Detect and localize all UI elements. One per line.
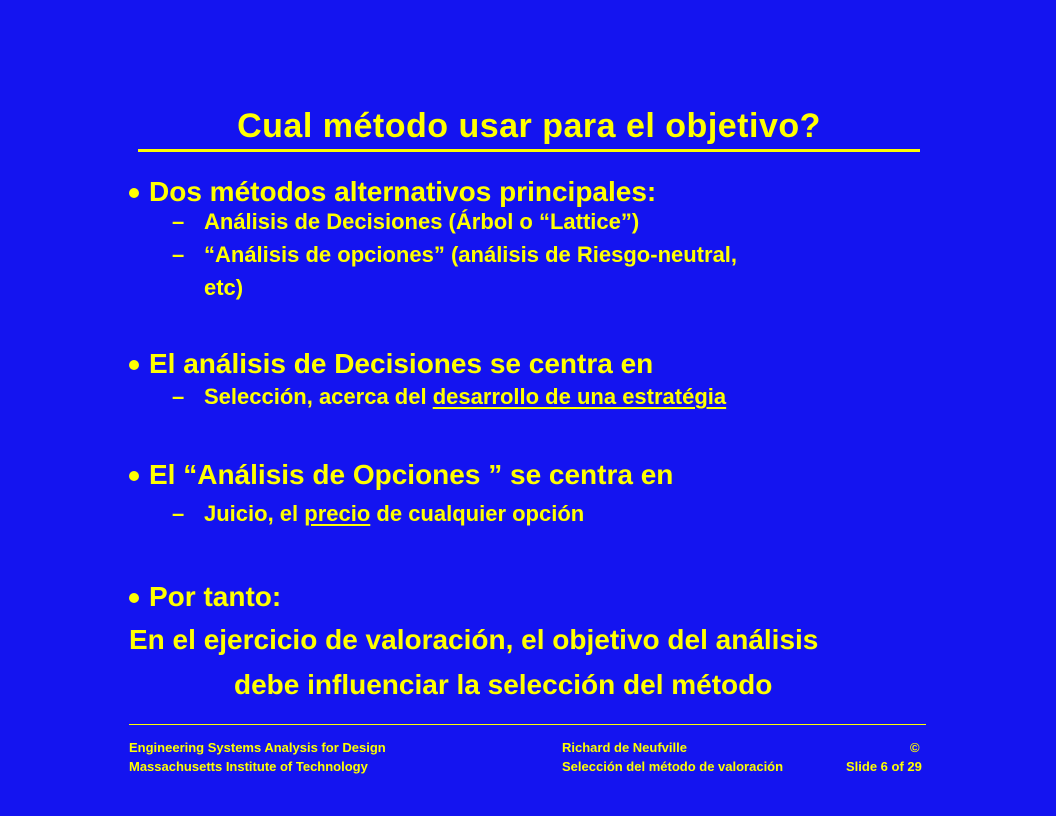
dash-icon: – xyxy=(172,209,185,234)
sub-text-suffix: de cualquier opción xyxy=(370,501,585,526)
footer-institution: Massachusetts Institute of Technology xyxy=(129,759,368,774)
footer-author: Richard de Neufville xyxy=(562,740,687,755)
sub-text: etc) xyxy=(204,275,244,300)
bullet-text: Dos métodos alternativos principales: xyxy=(149,176,657,207)
sub-text-prefix: Selección, acerca del xyxy=(204,384,433,409)
footer-copyright: © xyxy=(910,740,920,755)
bullet-text: El análisis de Decisiones se centra en xyxy=(149,348,654,379)
dash-icon: – xyxy=(172,384,185,409)
title-underline xyxy=(138,149,920,152)
footer-slide-number: Slide 6 of 29 xyxy=(846,759,922,774)
underlined-phrase: desarrollo de una estratégia xyxy=(432,384,727,409)
dash-icon: – xyxy=(172,501,185,526)
bullet-text: El “Análisis de Opciones ” se centra en xyxy=(149,459,674,490)
bullet-dot-icon xyxy=(129,593,139,603)
conclusion-line-2: debe influenciar la selección del método xyxy=(234,669,773,700)
footer-divider xyxy=(129,724,926,725)
sub-text xyxy=(204,382,726,412)
slide-title: Cual método usar para el objetivo? xyxy=(237,107,821,145)
bullet-dot-icon xyxy=(129,471,139,481)
sub-text-prefix: Juicio, el xyxy=(204,501,305,526)
conclusion-line-1: En el ejercicio de valoración, el objetivo del análisis xyxy=(129,624,819,655)
sub-text: “Análisis de opciones” (análisis de Riesgo-neutral, xyxy=(204,242,738,267)
sub-text xyxy=(204,499,584,529)
bullet-dot-icon xyxy=(129,360,139,370)
bullet-text: Por tanto: xyxy=(149,581,282,612)
dash-icon: – xyxy=(172,242,185,267)
bullet-dot-icon xyxy=(129,188,139,198)
underlined-phrase: precio xyxy=(304,501,371,526)
sub-text: Análisis de Decisiones (Árbol o “Lattice”) xyxy=(204,209,640,234)
footer-topic: Selección del método de valoración xyxy=(562,759,784,774)
footer-course: Engineering Systems Analysis for Design xyxy=(129,740,386,755)
